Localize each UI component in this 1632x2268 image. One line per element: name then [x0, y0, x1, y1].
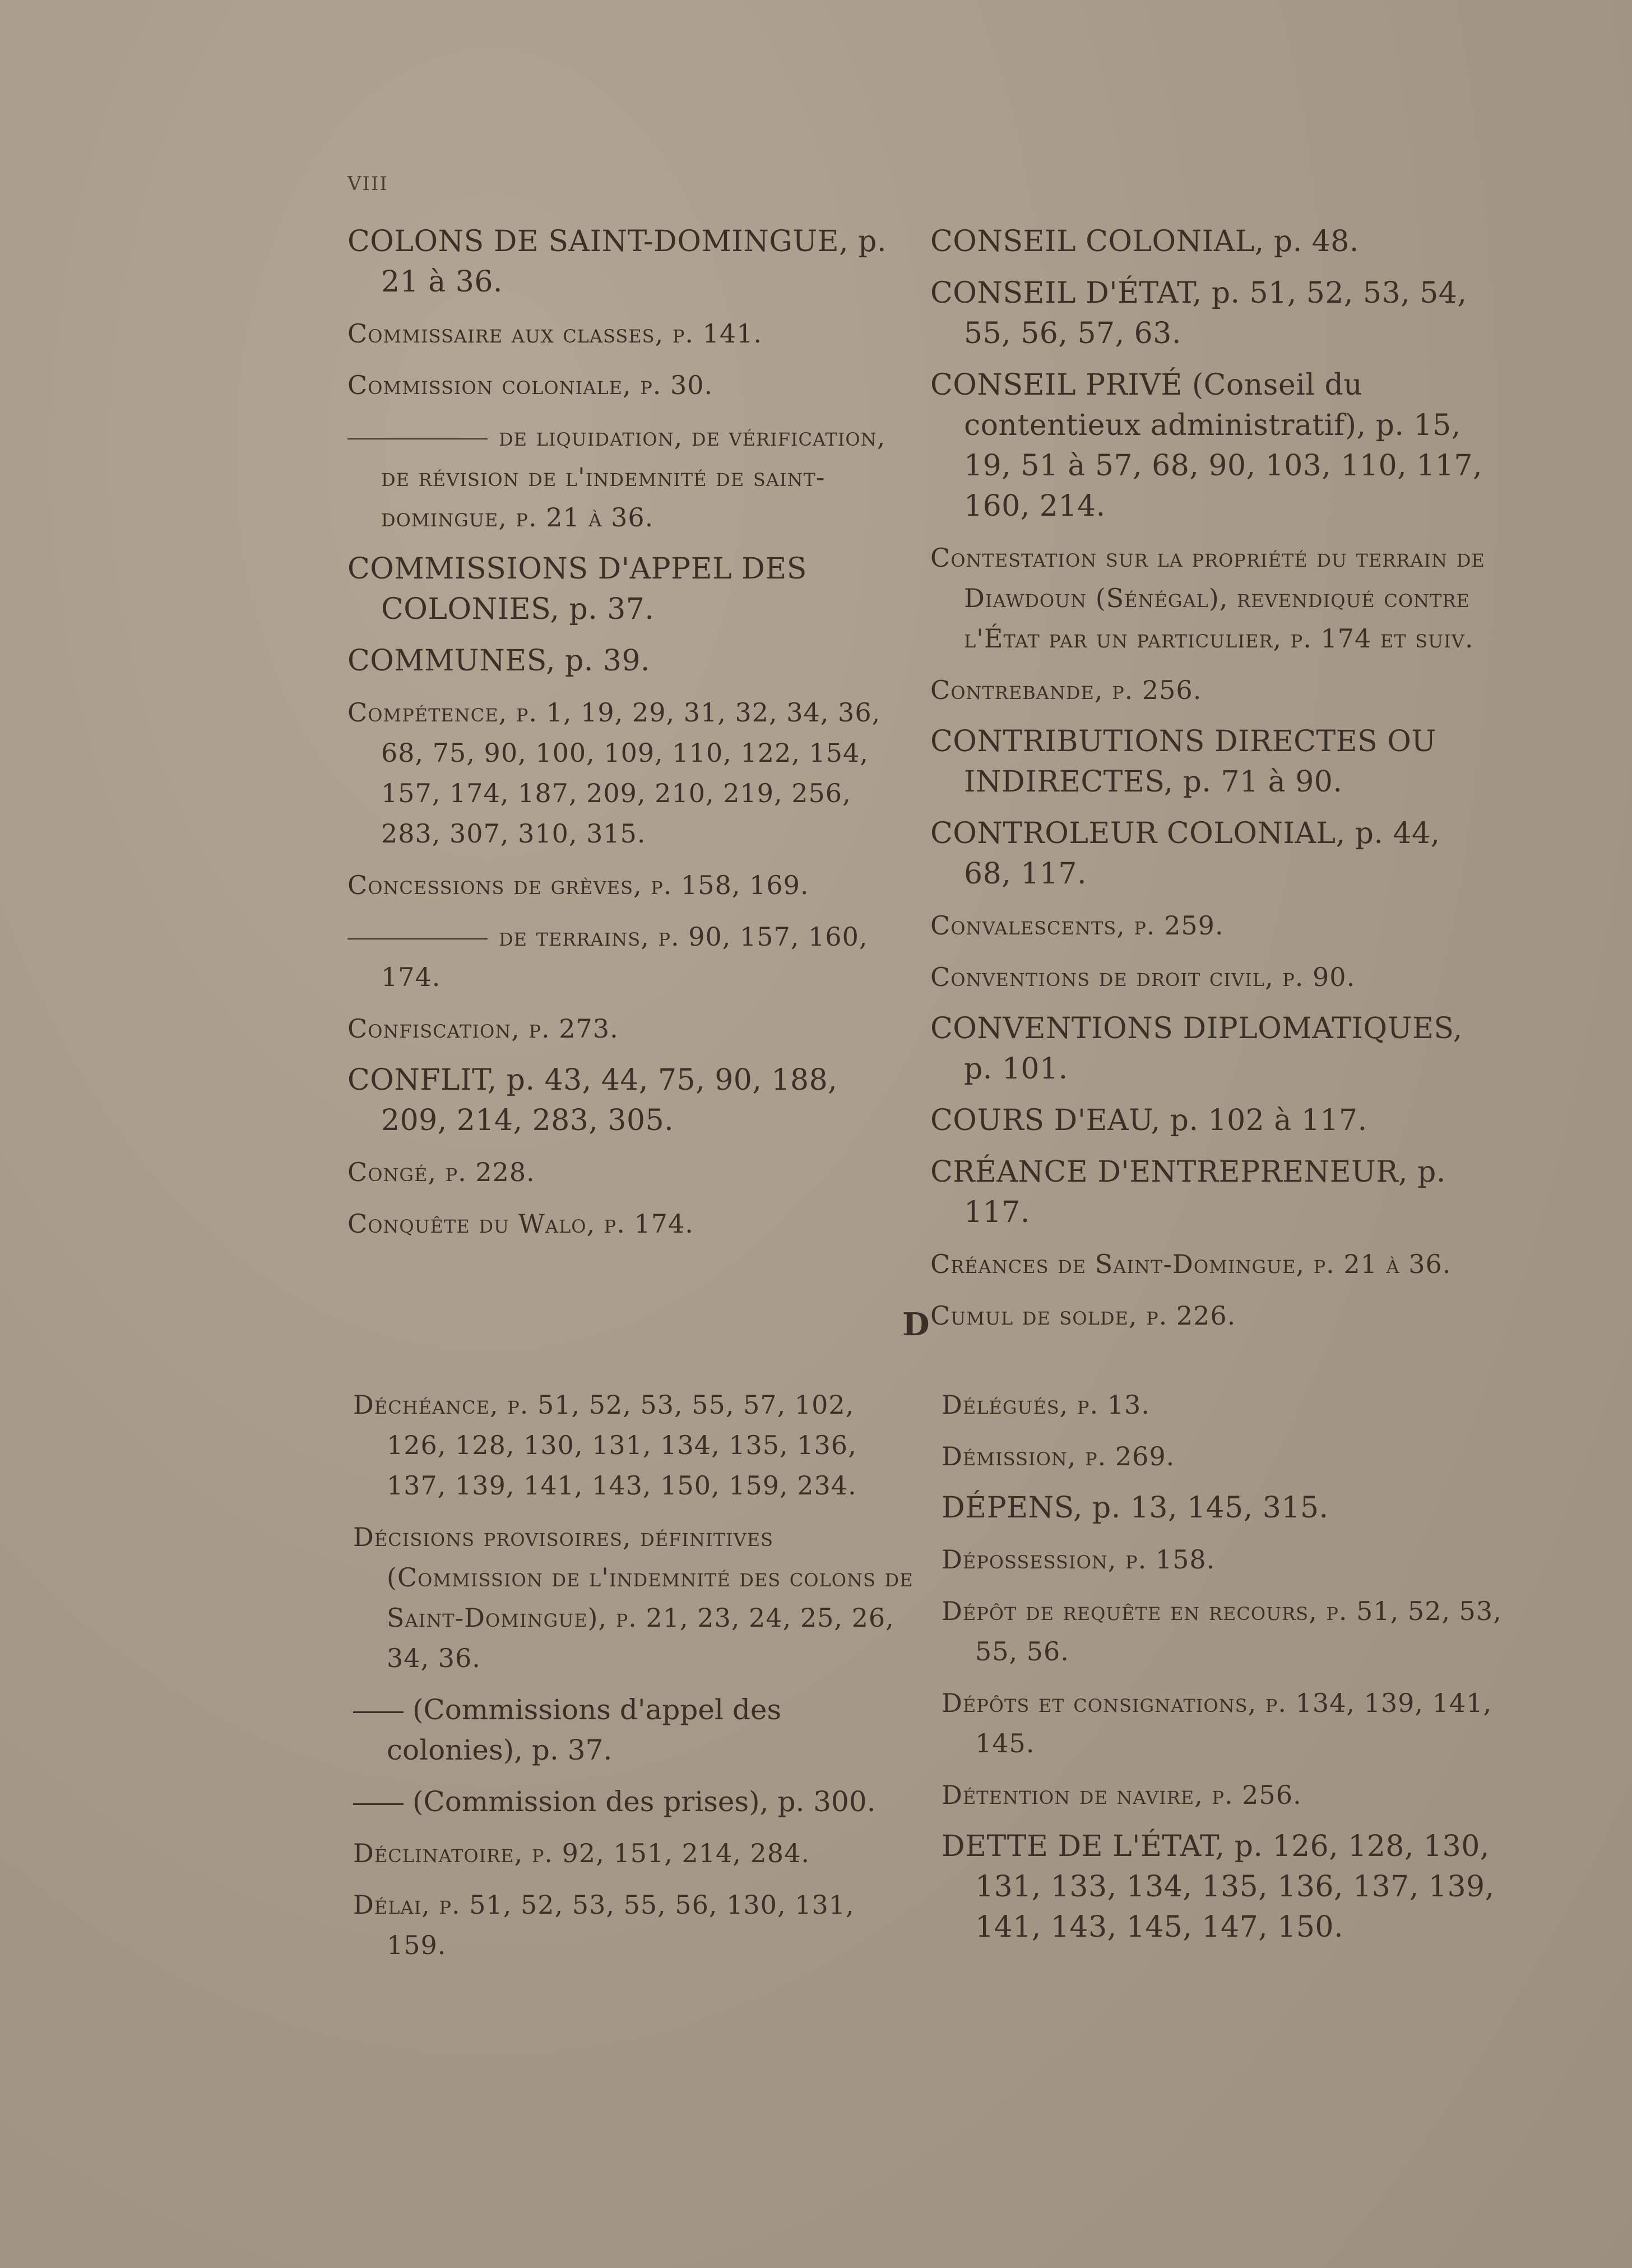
- index-column-right-bottom: [942, 1385, 1502, 1959]
- index-entry: Congé, p. 228.: [347, 1157, 535, 1187]
- ditto-rule: [353, 1803, 404, 1805]
- index-entry: Détention de navire, p. 256.: [942, 1780, 1302, 1810]
- index-entry: CONSEIL PRIVÉ (Conseil du contentieux administratif), p. 15, 19, 51 à 57, 68, 90, 103, 110, 117, 160, 214.: [930, 368, 1483, 523]
- index-entry: CONFLIT, p. 43, 44, 75, 90, 188, 209, 214, 283, 305.: [347, 1063, 838, 1137]
- index-entry: Cumul de solde, p. 226.: [930, 1300, 1236, 1331]
- index-entry: CONSEIL COLONIAL, p. 48.: [930, 225, 1359, 258]
- index-entry: COMMISSIONS D'APPEL DES COLONIES, p. 37.: [347, 552, 807, 626]
- index-entry: CRÉANCE D'ENTREPRENEUR, p. 117.: [930, 1155, 1446, 1229]
- index-entry: Concessions de grèves, p. 158, 169.: [347, 870, 809, 900]
- index-column-left-top: [347, 221, 908, 1255]
- index-entry: Délai, p. 51, 52, 53, 55, 56, 130, 131, 159.: [353, 1890, 855, 1960]
- index-entry: Contrebande, p. 256.: [930, 675, 1202, 705]
- section-letter: D: [902, 1306, 930, 1343]
- index-entry: Créances de Saint-Domingue, p. 21 à 36.: [930, 1249, 1452, 1279]
- index-entry: DETTE DE L'ÉTAT, p. 126, 128, 130, 131, 133, 134, 135, 136, 137, 139, 141, 143, 145, 147, 150.: [942, 1830, 1495, 1944]
- ditto-rule: [353, 1711, 404, 1713]
- index-entry: Compétence, p. 1, 19, 29, 31, 32, 34, 36, 68, 75, 90, 100, 109, 110, 122, 154, 157, 174, 187, 209, 210, 219, 256, 283, 307, 310, 315.: [347, 697, 881, 849]
- index-entry-sub: (Commissions d'appel des colonies), p. 37.: [353, 1690, 914, 1770]
- index-entry: Délégués, p. 13.: [942, 1390, 1150, 1420]
- index-entry: COURS D'EAU, p. 102 à 117.: [930, 1104, 1367, 1137]
- index-entry: Déchéance, p. 51, 52, 53, 55, 57, 102, 126, 128, 130, 131, 134, 135, 136, 137, 139, 141, 143, 150, 159, 234.: [353, 1390, 857, 1501]
- index-entry: CONSEIL D'ÉTAT, p. 51, 52, 53, 54, 55, 56, 57, 63.: [930, 276, 1467, 350]
- index-entry: Dépossession, p. 158.: [942, 1544, 1216, 1575]
- index-entry: Dépôts et consignations, p. 134, 139, 141, 145.: [942, 1688, 1492, 1758]
- ditto-rule: [347, 938, 488, 939]
- index-entry: Dépôt de requête en recours, p. 51, 52, 53, 55, 56.: [942, 1596, 1502, 1667]
- page-number: VIII: [347, 173, 388, 195]
- index-entry: Commissaire aux classes, p. 141.: [347, 318, 763, 349]
- index-entry-sub: de terrains, p. 90, 157, 160, 174.: [347, 917, 908, 997]
- index-column-left-bottom: [353, 1385, 914, 1977]
- index-entry: Contestation sur la propriété du terrain de Diawdoun (Sénégal), revendiqué contre l'État par un particulier, p. 174 et suiv.: [930, 543, 1485, 654]
- index-entry: Déclinatoire, p. 92, 151, 214, 284.: [353, 1838, 810, 1868]
- index-entry-sub: (Commission des prises), p. 300.: [353, 1781, 914, 1822]
- index-entry: CONTROLEUR COLONIAL, p. 44, 68, 117.: [930, 817, 1440, 891]
- index-column-right-top: [930, 221, 1491, 1347]
- index-entry: Confiscation, p. 273.: [347, 1013, 619, 1044]
- index-entry: COLONS DE SAINT-DOMINGUE, p. 21 à 36.: [347, 225, 887, 299]
- index-entry: Commission coloniale, p. 30.: [347, 370, 713, 400]
- index-entry: DÉPENS, p. 13, 145, 315.: [942, 1491, 1329, 1525]
- index-entry: Démission, p. 269.: [942, 1441, 1175, 1471]
- index-entry-sub: de liquidation, de vérification, de révision de l'indemnité de saint-domingue, p. 21 à 36.: [347, 416, 908, 538]
- index-entry: Convalescents, p. 259.: [930, 910, 1224, 941]
- ditto-rule: [347, 438, 488, 439]
- index-entry: COMMUNES, p. 39.: [347, 644, 651, 678]
- index-entry: CONVENTIONS DIPLOMATIQUES, p. 101.: [930, 1012, 1463, 1086]
- index-entry: CONTRIBUTIONS DIRECTES OU INDIRECTES, p. 71 à 90.: [930, 725, 1436, 799]
- index-entry: Conquête du Walo, p. 174.: [347, 1209, 694, 1239]
- index-entry: Conventions de droit civil, p. 90.: [930, 962, 1356, 992]
- index-entry: Décisions provisoires, définitives (Commission de l'indemnité des colons de Saint-Domingue), p. 21, 23, 24, 25, 26, 34, 36.: [353, 1522, 914, 1673]
